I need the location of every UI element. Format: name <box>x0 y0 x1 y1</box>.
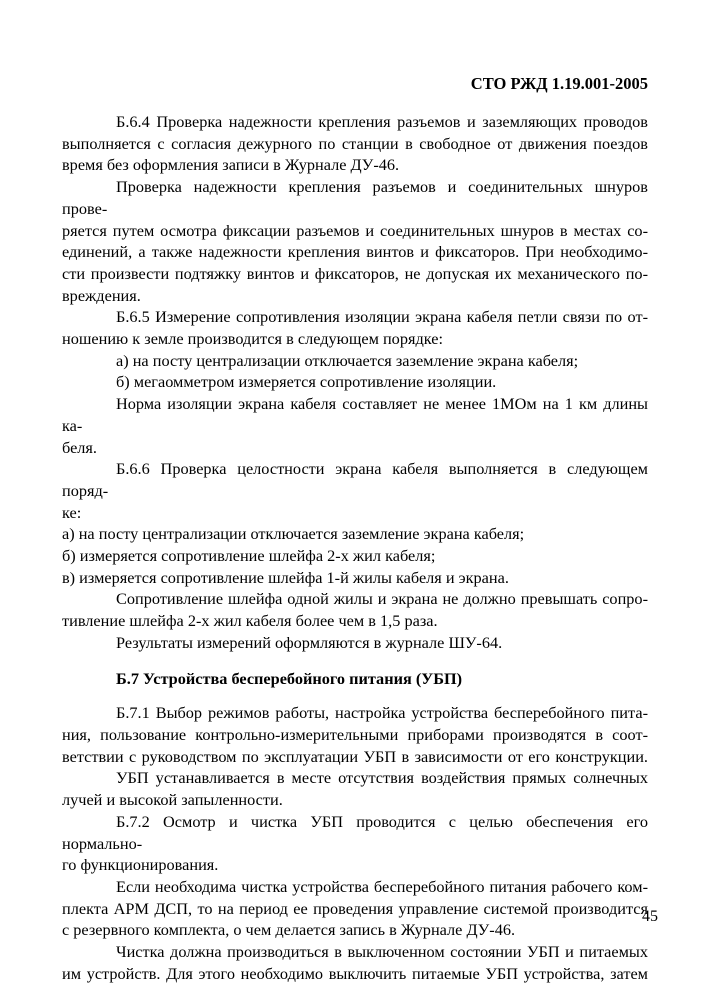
text-line: в) измеряется сопротивление шлейфа 1-й жилы кабеля и экрана. <box>62 567 509 587</box>
paragraph <box>62 458 648 523</box>
text-line: Б.6.4 Проверка надежности крепления разъемов и заземляющих проводов <box>116 112 648 131</box>
text-line: ке: <box>62 502 82 522</box>
paragraph <box>62 767 648 810</box>
text-line: Норма изоляции экрана кабеля составляет не менее 1МОм на 1 км длины ка- <box>62 394 648 435</box>
text-line: с резервного комплекта, о чем делается запись в Журнале ДУ-46. <box>62 920 516 940</box>
paragraph <box>62 176 648 306</box>
text-line: а) на посту централизации отключается заземление экрана кабеля; <box>116 350 579 370</box>
paragraph <box>62 523 648 545</box>
text-line: Б.7.1 Выбор режимов работы, настройка устройства бесперебойного пита- <box>116 703 648 723</box>
text-line: го функционирования. <box>62 855 219 875</box>
text-line: тивление шлейфа 2-х жил кабеля более чем в 1,5 раза. <box>62 611 438 631</box>
text-line: а) на посту централизации отключается заземление экрана кабеля; <box>62 524 525 544</box>
text-line: время без оформления записи в Журнале ДУ-46. <box>62 155 400 175</box>
text-line: ния, пользование контрольно-измерительными приборами производятся в соот- <box>62 724 648 744</box>
paragraph <box>62 111 648 176</box>
text-line: выполняется с согласия дежурного по станции в свободное от движения поездов <box>62 133 648 153</box>
text-line: Сопротивление шлейфа одной жилы и экрана не должно превышать сопро- <box>116 589 648 609</box>
paragraph <box>62 632 648 654</box>
text-line: ношению к земле производится в следующем порядке: <box>62 329 443 349</box>
paragraph <box>62 306 648 349</box>
text-line: единений, а также надежности крепления винтов и фиксаторов. При необходимо- <box>62 242 648 262</box>
text-line: Чистка должна производиться в выключенном состоянии УБП и питаемых <box>116 942 648 962</box>
text-line: Результаты измерений оформляются в журнале ШУ-64. <box>116 632 503 652</box>
paragraph <box>62 702 648 767</box>
page-number: 45 <box>642 908 658 925</box>
section-heading: Б.7 Устройства бесперебойного питания (УБП) <box>116 668 463 688</box>
document-body <box>62 111 648 984</box>
paragraph <box>62 876 648 941</box>
text-line: УБП устанавливается в месте отсутствия воздействия прямых солнечных <box>116 768 648 788</box>
paragraph <box>62 393 648 458</box>
text-line: плекта АРМ ДСП, то на период ее проведения управление системой производится <box>62 898 648 918</box>
text-line: Если необходима чистка устройства бесперебойного питания рабочего ком- <box>116 876 648 896</box>
paragraph <box>62 588 648 631</box>
paragraph <box>62 811 648 876</box>
text-line: б) мегаомметром измеряется сопротивление изоляции. <box>116 372 497 392</box>
paragraph <box>62 567 648 589</box>
text-line: Б.6.5 Измерение сопротивления изоляции экрана кабеля петли связи по от- <box>116 307 648 327</box>
text-line: беля. <box>62 437 97 457</box>
text-line: Б.7.2 Осмотр и чистка УБП проводится с целью обеспечения его нормально- <box>62 811 648 853</box>
text-line: вреждения. <box>62 285 141 305</box>
paragraph <box>62 371 648 393</box>
text-line: сти произвести подтяжку винтов и фиксаторов, не допуская их механического по- <box>62 263 648 283</box>
text-line: б) измеряется сопротивление шлейфа 2-х жил кабеля; <box>62 546 436 566</box>
text-line: ветствии с руководством по эксплуатации УБП в зависимости от его конструкции. <box>62 746 648 766</box>
text-line: лучей и высокой запыленности. <box>62 790 283 810</box>
paragraph <box>62 350 648 372</box>
paragraph <box>62 941 648 984</box>
document-header: СТО РЖД 1.19.001-2005 <box>470 74 648 93</box>
text-line: Б.6.6 Проверка целостности экрана кабеля выполняется в следующем поряд- <box>62 459 648 500</box>
text-line: Проверка надежности крепления разъемов и соединительных шнуров прове- <box>62 177 648 218</box>
text-line: им устройств. Для этого необходимо выключить питаемые УБП устройства, затем <box>62 963 648 983</box>
text-line: ряется путем осмотра фиксации разъемов и соединительных шнуров в местах со- <box>62 220 648 240</box>
paragraph <box>62 545 648 567</box>
